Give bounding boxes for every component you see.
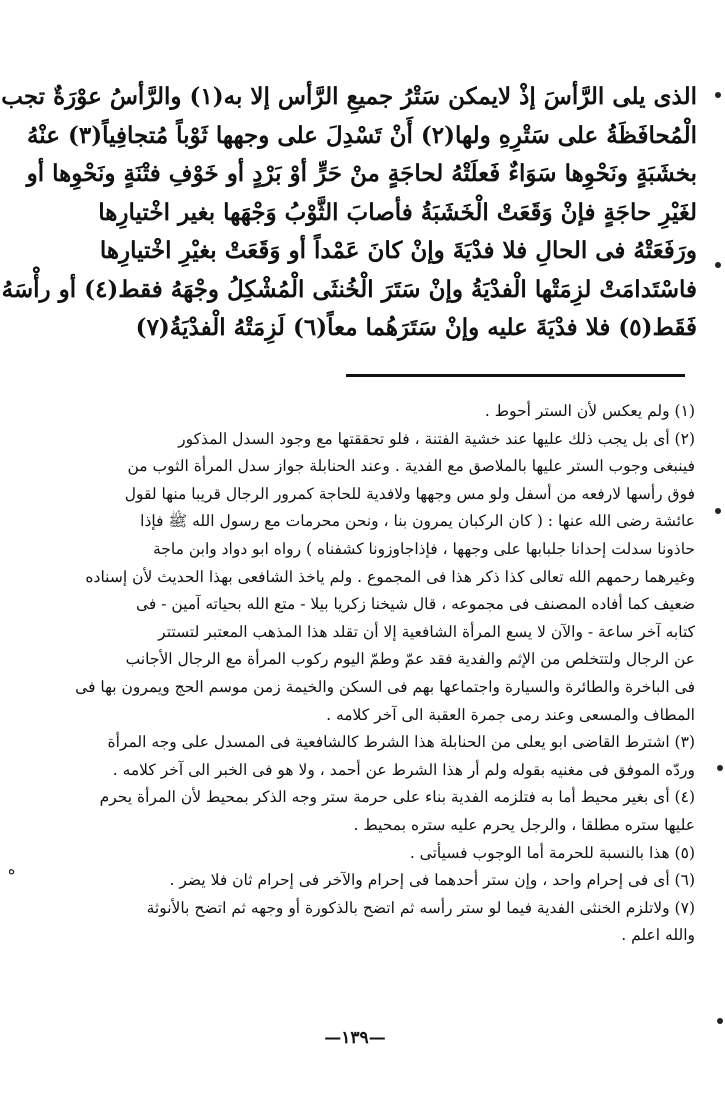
edge-mark-dot bbox=[717, 765, 723, 771]
footnote-line: فينبغى وجوب الستر عليها بالملاصق مع الفدية . وعند الحنابلة جواز سدل المرأة الثوب من bbox=[127, 457, 695, 476]
footnote-line: فوق رأسها لارفعه من أسفل ولو مس وجهها ولافدية للحاجة كمرور الرجال قريبا منها لقول bbox=[124, 484, 695, 503]
edge-mark-dot bbox=[715, 92, 721, 98]
edge-mark-dot bbox=[715, 508, 721, 514]
edge-mark-dot bbox=[715, 262, 721, 268]
footnote-line: المطاف والمسعى وعند رمى جمرة العقبة الى آخر كلامه . bbox=[326, 705, 695, 724]
footnote-line: وغيرهما رحمهم الله تعالى كذا ذكر هذا فى المجموع . ولم ياخذ الشافعى بهذا الحديث لأن إسناده bbox=[85, 567, 695, 586]
footnote-line: (٥) هذا بالنسبة للحرمة أما الوجوب فسيأتى . bbox=[409, 843, 695, 862]
main-text-line: ورَفَعَتْهُ فى الحالِ فلا فدْيَةَ وإنْ كانَ عَمْداً أو وَقَعَتْ بغيْرِ اخْتيارِها bbox=[99, 237, 697, 264]
footnote-line: (٤) أى بغير محيط أما به فتلزمه الفدية بناء على حرمة ستر وجه الذكر بمحيط لأن المرأة يحرم bbox=[99, 788, 695, 807]
footnote-separator bbox=[346, 374, 685, 377]
main-text-line: فَقَط(٥) فلا فدْيَةَ عليه وإنْ سَتَرَهُما معاً(٦) لَزِمَتْهُ الْفدْيَةُ(٧) bbox=[135, 314, 697, 341]
edge-mark-dot bbox=[717, 1018, 723, 1024]
footnote-line: حاذونا سدلت إحدانا جلبابها على وجهها ، فإذاجاوزونا كشفناه ) رواه ابو دواد وابن ماجة bbox=[152, 539, 695, 558]
margin-note: ﻩ bbox=[8, 862, 16, 878]
main-text-line: بخشَبَةٍ ونَحْوِها سَوَاءٌ فَعلَتْهُ لحاجَةٍ منْ حَرٍّ أوْ بَرْدٍ أو خَوْفِ فتْنَةٍ ونَحْوِها أو bbox=[26, 160, 697, 187]
footnote-line: (٢) أى بل يجب ذلك عليها عند خشية الفتنة ، فلو تحققتها مع وجود السدل المذكور bbox=[178, 429, 695, 448]
footnote-line: ضعيف كما أفاده المصنف فى مجموعه ، قال شيخنا زكريا بيلا - متع الله بحياته آمين - فى bbox=[135, 595, 695, 614]
footnote-line: (٧) ولاتلزم الخنثى الفدية فيما لو ستر رأسه ثم اتضح بالذكورة أو وجهه ثم اتضح بالأنوثة bbox=[146, 898, 695, 917]
footnotes-block bbox=[48, 398, 695, 950]
main-text-line: الْمُحافَظَةُ على سَتْرِهِ ولها(٢) أَنْ تَسْدِلَ على وجهها ثَوْباً مُتجافِياً(٣) عنْهُ bbox=[26, 121, 697, 149]
footnote-line: عن الرجال ولتتخلص من الإثم والفدية فقد عمّ وطمّ اليوم ركوب المرأة مع الرجال الأجانب bbox=[125, 650, 695, 669]
main-text-block bbox=[1, 78, 697, 348]
footnote-line: (٦) أى فى إحرام واحد ، وإن ستر أحدهما فى إحرام والآخر فى إحرام ثان فلا يضر . bbox=[169, 871, 695, 890]
main-text-line: فاسْتَدامَتْ لزِمَتْها الْفدْيَةُ وإنْ سَتَرَ الْخُنثَى الْمُشْكِلُ وجْهَهُ فقط(٤) أو رأْسَهُ bbox=[1, 275, 697, 303]
footnote-line: عليها ستره مطلقا ، والرجل يحرم عليه ستره بمحيط . bbox=[353, 815, 695, 834]
footnote-line: (١) ولم يعكس لأن الستر أحوط . bbox=[484, 402, 695, 420]
footnote-line: (٣) اشترط القاضى ابو يعلى من الحنابلة هذا الشرط كالشافعية فى المسدل على وجه المرأة bbox=[107, 733, 695, 752]
footnote-line: والله اعلم . bbox=[621, 926, 695, 945]
main-text-line: لغَيْرِ حاجَةٍ فإنْ وَقَعَتْ الْخَشَبَةُ فأصابَ الثَّوْبُ وَجْهَها بغير اخْتيارِها bbox=[98, 198, 697, 226]
footnote-line: فى الباخرة والطائرة والسيارة واجتماعها بهم فى السكن والخيمة زمن موسم الحج ويمرون بها فى bbox=[75, 677, 695, 696]
page-number: —١٣٩— bbox=[324, 1028, 386, 1048]
footnote-line: كتابه آخر ساعة - والآن لا يسع المرأة الشافعية إلا أن تقلد هذا المذهب المعتبر لتستتر bbox=[158, 622, 695, 641]
footnote-line: عائشة رضى الله عنها : ( كان الركبان يمرون بنا ، ونحن محرمات مع رسول الله ﷺ فإذا bbox=[140, 512, 695, 531]
footnote-line: وردّه الموفق فى مغنيه بقوله ولم أر هذا الشرط عن أحمد ، ولا هو فى الخبر الى آخر كلامه . bbox=[112, 760, 695, 779]
main-text-line: الذى يلى الرَّأسَ إذْ لايمكن سَتْرُ جميعِ الرَّأس إلا به(١) والرَّأسُ عوْرَةٌ تجب bbox=[1, 83, 697, 110]
